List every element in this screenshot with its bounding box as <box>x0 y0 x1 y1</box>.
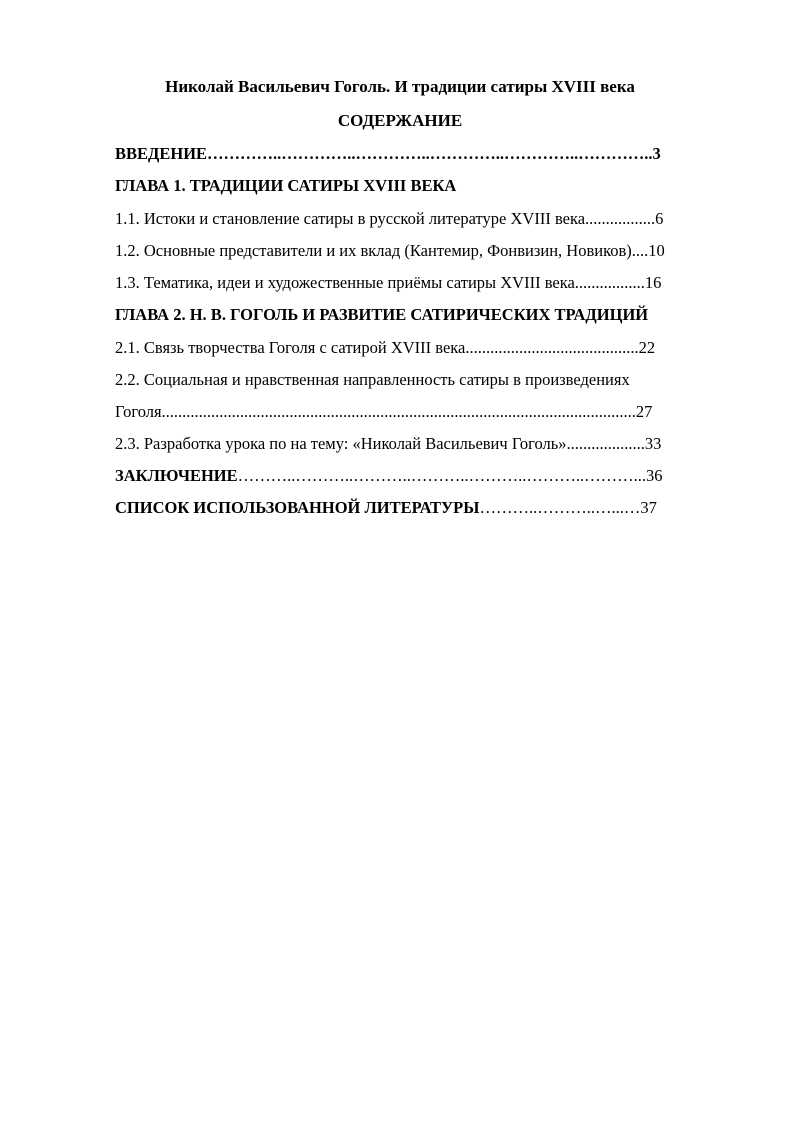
document-title: Николай Васильевич Гоголь. И традиции сатиры XVIII века <box>165 77 635 96</box>
toc-entry-1-2: 1.2. Основные представители и их вклад (Кантемир, Фонвизин, Новиков)....10 <box>115 241 665 260</box>
toc-entry-introduction: ВВЕДЕНИЕ…………..…………..…………..…………..…………..…………..3 <box>115 144 661 163</box>
toc-entry-2-1: 2.1. Связь творчества Гоголя с сатирой XVIII века..........................................22 <box>115 338 656 357</box>
toc-entry-references-leader: ………..………..…...…37 <box>479 498 657 517</box>
toc-entry-conclusion-leader: ………..………..………..………..………..………..………...36 <box>237 466 663 485</box>
toc-entry-conclusion <box>115 465 663 487</box>
toc-entry-references <box>115 497 657 519</box>
toc-entry-conclusion-label: ЗАКЛЮЧЕНИЕ <box>115 466 238 485</box>
toc-entry-2-2-continued: Гоголя...................................................................................................................27 <box>115 402 653 421</box>
toc-entry-chapter-2: ГЛАВА 2. Н. В. ГОГОЛЬ И РАЗВИТИЕ САТИРИЧЕСКИХ ТРАДИЦИЙ <box>115 305 649 324</box>
toc-entry-2-2: 2.2. Социальная и нравственная направленность сатиры в произведениях <box>115 370 630 389</box>
toc-entry-chapter-1: ГЛАВА 1. ТРАДИЦИИ САТИРЫ XVIII ВЕКА <box>115 176 457 195</box>
toc-entry-1-1: 1.1. Истоки и становление сатиры в русской литературе XVIII века.................6 <box>115 209 664 228</box>
toc-entry-references-label: СПИСОК ИСПОЛЬЗОВАННОЙ ЛИТЕРАТУРЫ <box>115 498 480 517</box>
toc-entry-1-3: 1.3. Тематика, идеи и художественные приёмы сатиры XVIII века.................16 <box>115 273 662 292</box>
toc-entry-2-3: 2.3. Разработка урока по на тему: «Николай Васильевич Гоголь»...................33 <box>115 434 662 453</box>
toc-heading: СОДЕРЖАНИЕ <box>337 111 463 130</box>
